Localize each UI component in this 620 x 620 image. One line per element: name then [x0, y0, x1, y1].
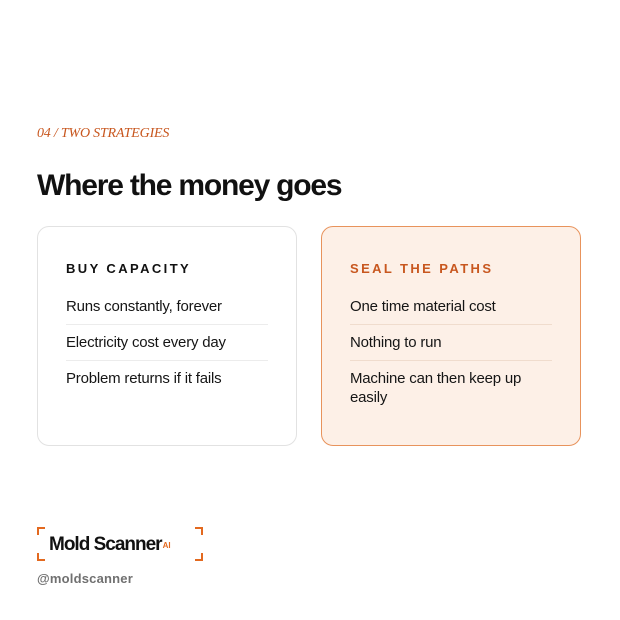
list-item: Runs constantly, forever: [66, 298, 222, 315]
list-item: Machine can then keep up easily: [350, 360, 552, 415]
list-item: Nothing to run: [350, 324, 552, 360]
brand-logo: [37, 527, 203, 561]
card-list: [350, 289, 552, 415]
section-eyebrow: 04 / TWO STRATEGIES: [37, 126, 170, 141]
social-handle: @moldscanner: [37, 571, 133, 586]
seal-the-paths-card: [321, 226, 581, 446]
list-item: One time material cost: [350, 298, 496, 315]
frame-corner-icon: [195, 527, 203, 535]
frame-corner-icon: [37, 553, 45, 561]
brand-wordmark: [49, 534, 171, 556]
card-heading: SEAL THE PATHS: [350, 261, 494, 276]
list-item: Electricity cost every day: [66, 324, 268, 360]
card-list: [66, 289, 268, 396]
list-item: Problem returns if it fails: [66, 360, 268, 396]
frame-corner-icon: [37, 527, 45, 535]
brand-name: Mold Scanner: [49, 534, 162, 555]
buy-capacity-card: [37, 226, 297, 446]
card-heading: BUY CAPACITY: [66, 261, 192, 276]
frame-corner-icon: [195, 553, 203, 561]
brand-superscript: AI: [162, 541, 171, 550]
page-title: Where the money goes: [37, 169, 342, 202]
